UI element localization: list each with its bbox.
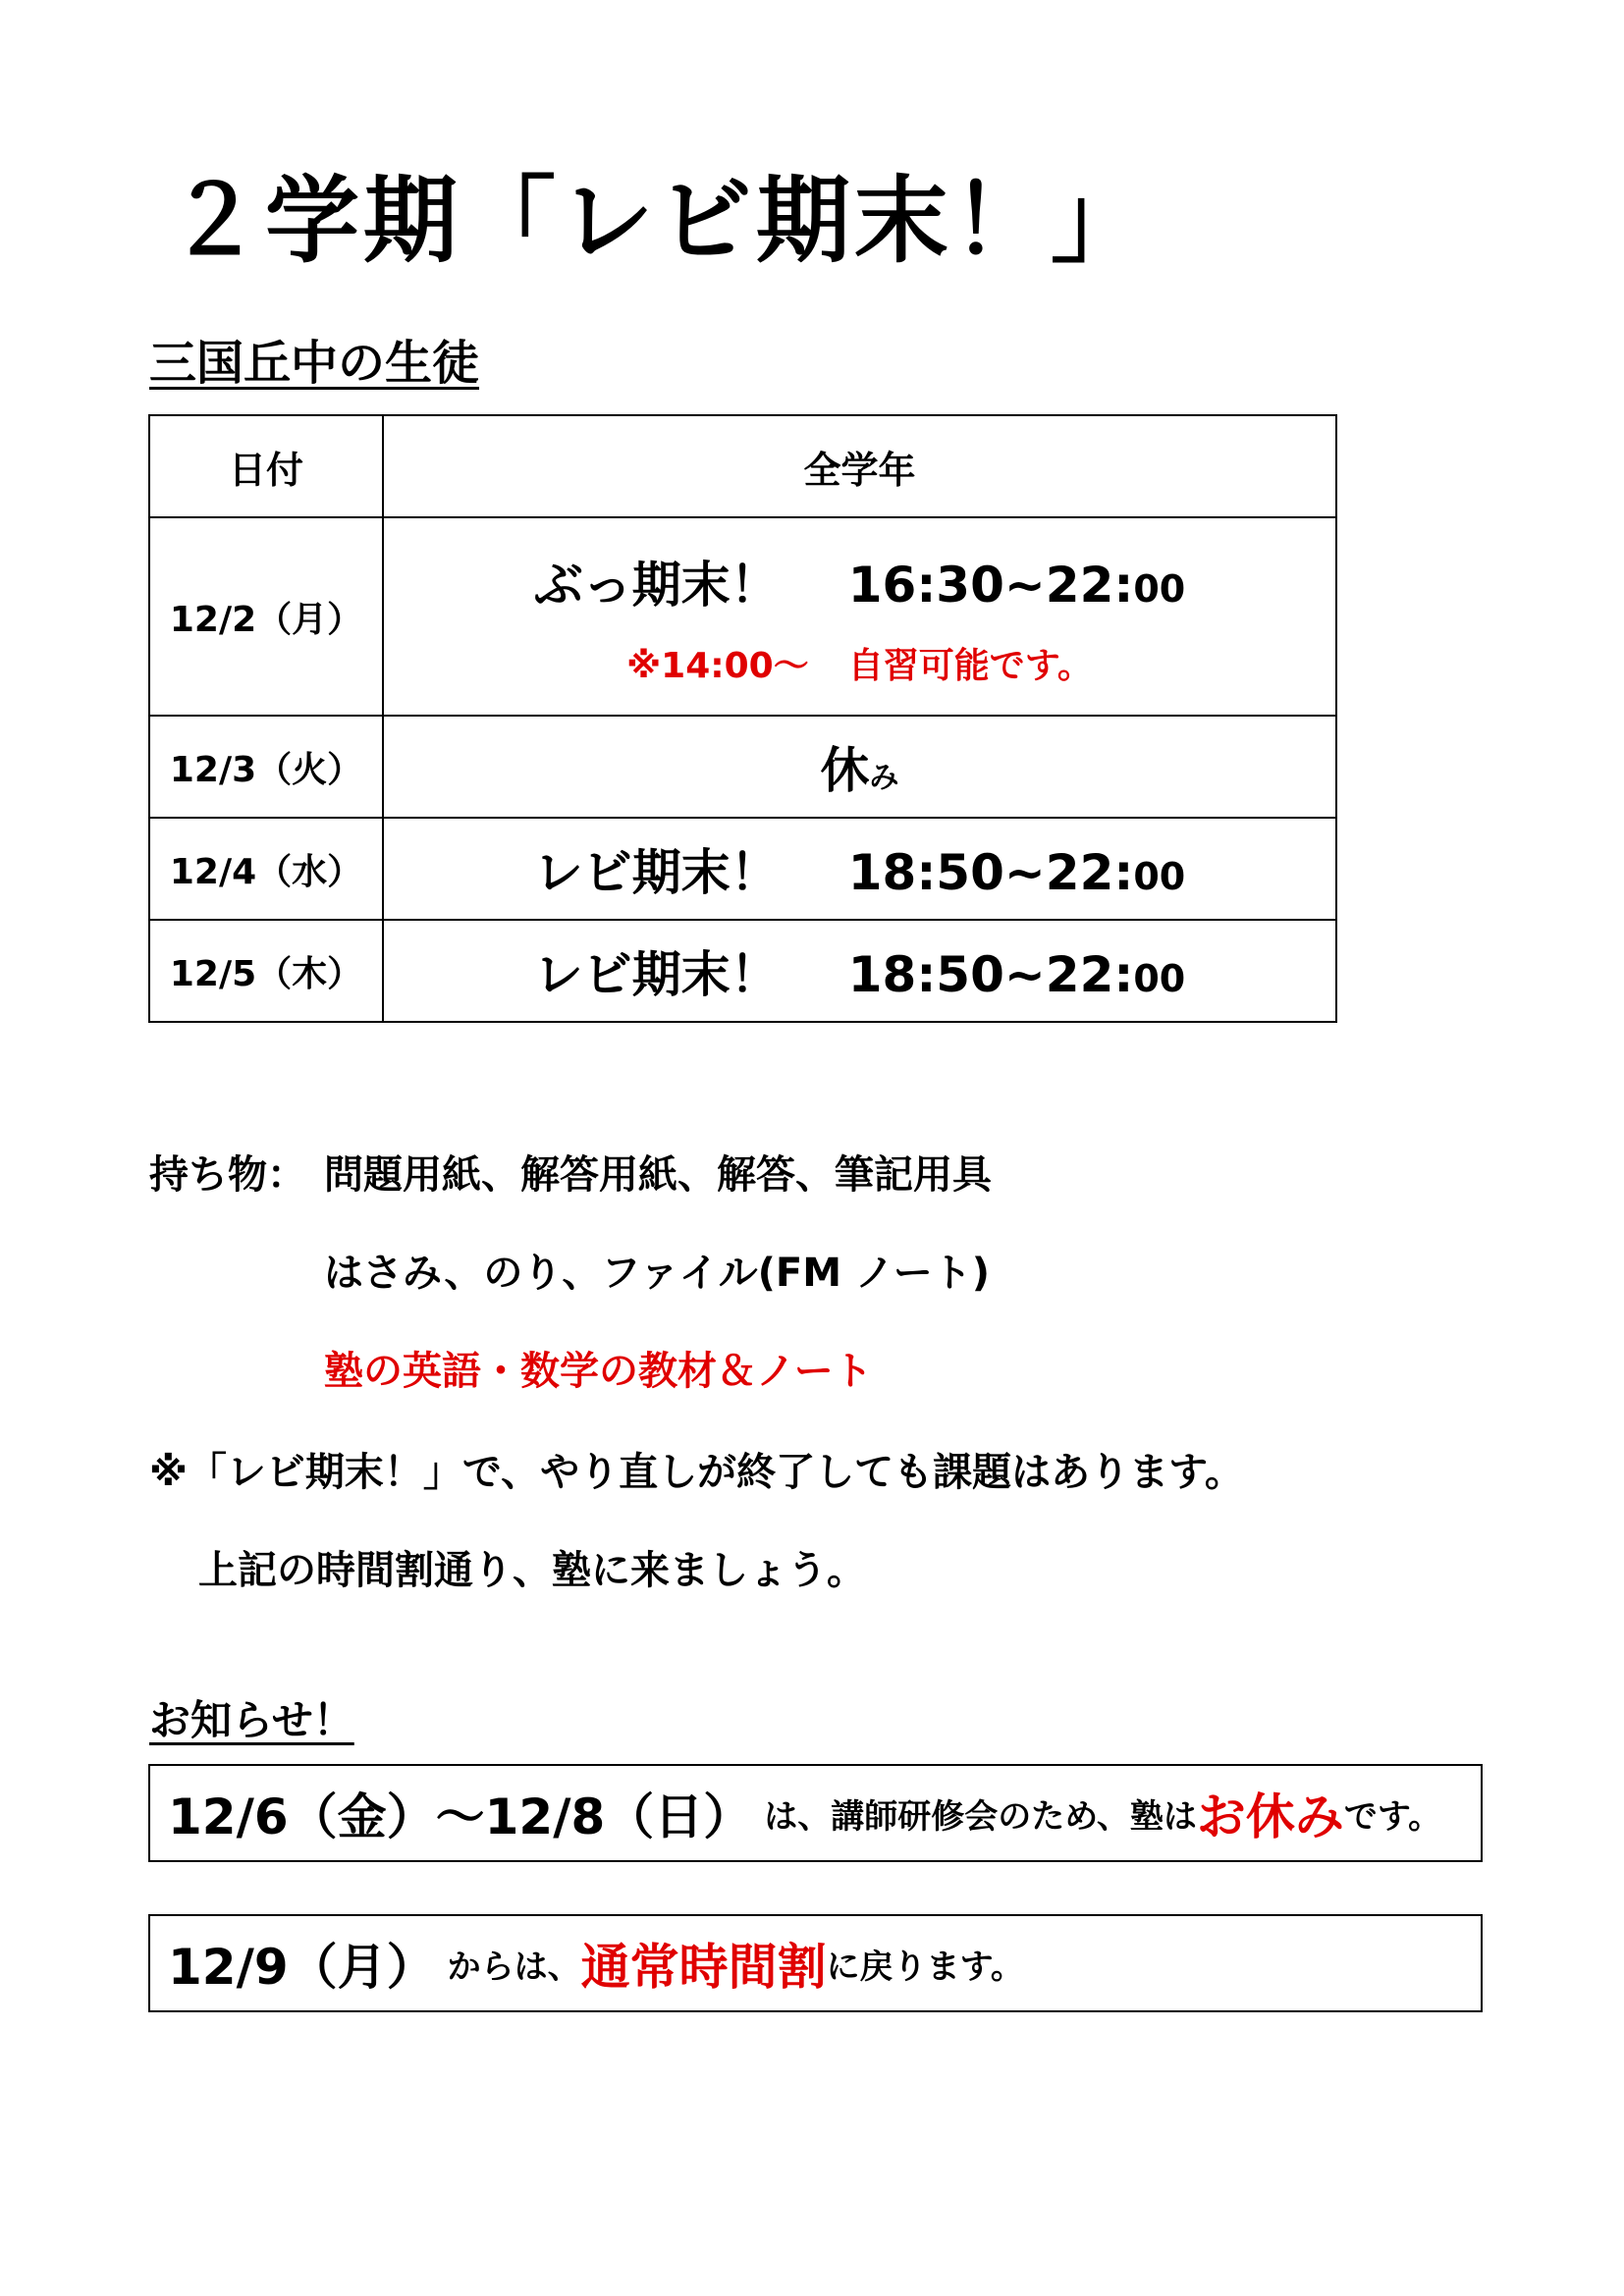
rest-label-small: み xyxy=(869,761,899,795)
session-name: レビ期末！ xyxy=(533,844,780,901)
session-name: ぶっ期末！ xyxy=(533,556,780,614)
header-grade: 全学年 xyxy=(383,415,1336,517)
session-time: 16:30~22: xyxy=(847,556,1134,614)
closure-text: は、講師研修会のため、塾は xyxy=(764,1796,1197,1837)
note-line-2: 上記の時間割通り、塾に来ましょう。 xyxy=(198,1548,866,1593)
page-title: ２学期「レビ期末！」 xyxy=(167,166,1149,276)
table-row xyxy=(149,818,1336,920)
note-line-1: ※「レビ期末！」で、やり直しが終了しても課題はあります。 xyxy=(149,1450,1244,1495)
resume-highlight: 通常時間割 xyxy=(580,1939,827,1996)
header-date: 日付 xyxy=(149,415,383,517)
resume-text-end: に戻ります。 xyxy=(826,1947,1024,1987)
section-heading: 三国丘中の生徒 xyxy=(149,336,480,391)
notice-box-resume xyxy=(148,1914,1483,2012)
resume-text: からは、 xyxy=(447,1947,581,1987)
table-row xyxy=(149,920,1336,1022)
rest-cell xyxy=(383,716,1336,818)
resume-date: 12/9（月） xyxy=(168,1939,436,1996)
rest-label: 休 xyxy=(820,742,870,799)
date-cell: 12/4（水） xyxy=(149,818,383,920)
session-time-minutes: 00 xyxy=(1133,855,1186,898)
belongings-label: 持ち物： xyxy=(149,1152,306,1198)
session-time: 18:50~22: xyxy=(847,844,1134,901)
session-time-minutes: 00 xyxy=(1133,957,1186,1000)
session-cell xyxy=(383,818,1336,920)
self-study-time: ※14:00～ xyxy=(626,645,809,686)
session-cell xyxy=(383,517,1336,716)
session-name: レビ期末！ xyxy=(533,946,780,1003)
table-row xyxy=(149,716,1336,818)
belongings-line-1: 問題用紙、解答用紙、解答、筆記用具 xyxy=(324,1152,992,1198)
date-cell: 12/5（木） xyxy=(149,920,383,1022)
schedule-table xyxy=(148,414,1337,1023)
self-study-note xyxy=(384,638,1335,688)
session-time-minutes: 00 xyxy=(1133,566,1186,611)
date-cell: 12/3（火） xyxy=(149,716,383,818)
belongings-line-2: はさみ、のり、ファイル(FM ノート) xyxy=(324,1251,991,1296)
date-cell: 12/2（月） xyxy=(149,517,383,716)
notice-box-closure xyxy=(148,1764,1483,1862)
belongings-line-3: 塾の英語・数学の教材＆ノート xyxy=(324,1349,873,1394)
table-row xyxy=(149,517,1336,716)
table-header-row xyxy=(149,415,1336,517)
closure-highlight: お休み xyxy=(1196,1789,1344,1845)
session-line xyxy=(384,546,1335,616)
session-time: 18:50~22: xyxy=(847,946,1134,1003)
notice-heading: お知らせ！ xyxy=(149,1696,354,1744)
closure-text-end: です。 xyxy=(1343,1796,1442,1837)
closure-dates: 12/6（金）～12/8（日） xyxy=(168,1789,753,1845)
self-study-text: 自習可能です。 xyxy=(847,645,1093,686)
session-cell xyxy=(383,920,1336,1022)
